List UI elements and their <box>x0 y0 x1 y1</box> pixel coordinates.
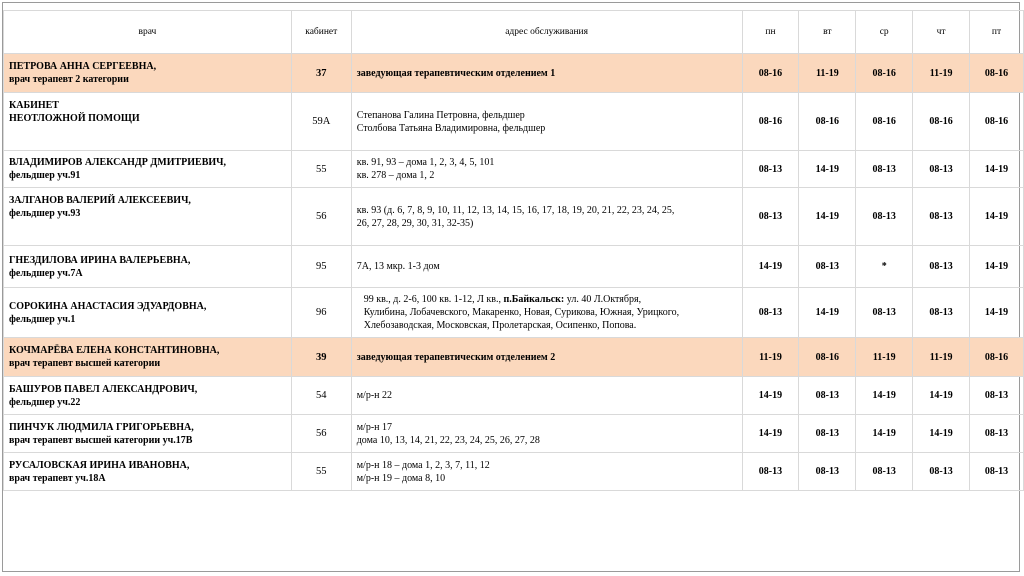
schedule-mon: 08-13 <box>742 288 799 338</box>
schedule-mon: 08-16 <box>742 93 799 151</box>
schedule-fri: 08-13 <box>970 415 1024 453</box>
schedule-wed: * <box>856 246 913 288</box>
address-line: Хлебозаводская, Московская, Пролетарская, Осипенко, Попова. <box>363 320 637 331</box>
address-line: кв. 91, 93 – дома 1, 2, 3, 4, 5, 101 <box>356 157 495 168</box>
schedule-fri: 08-13 <box>970 453 1024 491</box>
doctor-name: СОРОКИНА АНАСТАСИЯ ЭДУАРДОВНА, <box>9 300 207 312</box>
schedule-tue: 08-16 <box>799 338 856 377</box>
address-cell <box>351 54 742 93</box>
schedule-mon: 08-13 <box>742 151 799 188</box>
address-line: м/р-н 17 <box>356 421 393 433</box>
header-cabinet: кабинет <box>291 11 351 54</box>
header-doctor: врач <box>4 11 292 54</box>
cabinet-cell: 59А <box>291 93 351 151</box>
schedule-wed: 14-19 <box>856 377 913 415</box>
header-day-fri: пт <box>970 11 1024 54</box>
doctor-name: БАШУРОВ ПАВЕЛ АЛЕКСАНДРОВИЧ, <box>9 383 198 395</box>
address-line: 7А, 13 мкр. 1-3 дом <box>356 261 440 272</box>
schedule-thu: 08-13 <box>913 453 970 491</box>
doctor-position: врач терапевт уч.18А <box>9 472 106 484</box>
schedule-tue: 14-19 <box>799 188 856 246</box>
schedule-table <box>3 10 1024 491</box>
cabinet-cell: 56 <box>291 188 351 246</box>
schedule-wed: 08-13 <box>856 453 913 491</box>
schedule-thu: 08-13 <box>913 246 970 288</box>
doctor-position: фельдшер уч.1 <box>9 313 76 325</box>
cabinet-cell: 55 <box>291 151 351 188</box>
schedule-thu: 11-19 <box>913 338 970 377</box>
schedule-fri: 14-19 <box>970 151 1024 188</box>
header-address: адрес обслуживания <box>351 11 742 54</box>
schedule-wed: 08-13 <box>856 288 913 338</box>
cabinet-cell: 37 <box>291 54 351 93</box>
address-line: м/р-н 18 – дома 1, 2, 3, 7, 11, 12 <box>356 459 490 471</box>
table-row <box>4 188 1024 246</box>
doctor-cell <box>4 151 292 188</box>
address-cell <box>351 377 742 415</box>
address-cell <box>351 188 742 246</box>
schedule-wed: 08-16 <box>856 93 913 151</box>
schedule-tue: 08-13 <box>799 415 856 453</box>
table-row <box>4 377 1024 415</box>
schedule-mon: 08-13 <box>742 188 799 246</box>
address-cell <box>351 415 742 453</box>
table-row <box>4 151 1024 188</box>
schedule-mon: 11-19 <box>742 338 799 377</box>
schedule-wed: 11-19 <box>856 338 913 377</box>
doctor-name: РУСАЛОВСКАЯ ИРИНА ИВАНОВНА, <box>9 459 190 471</box>
schedule-fri: 14-19 <box>970 188 1024 246</box>
address-text: ул. 40 Л.Октября, <box>564 294 642 305</box>
schedule-fri: 08-16 <box>970 93 1024 151</box>
address-locality: п.Байкальск: <box>503 294 565 305</box>
doctor-cell <box>4 288 292 338</box>
schedule-mon: 14-19 <box>742 246 799 288</box>
schedule-thu: 14-19 <box>913 415 970 453</box>
schedule-thu: 14-19 <box>913 377 970 415</box>
doctor-cell <box>4 415 292 453</box>
header-day-mon: пн <box>742 11 799 54</box>
schedule-mon: 14-19 <box>742 377 799 415</box>
doctor-name: ГНЕЗДИЛОВА ИРИНА ВАЛЕРЬЕВНА, <box>9 254 191 266</box>
schedule-tue: 14-19 <box>799 151 856 188</box>
doctor-name: ВЛАДИМИРОВ АЛЕКСАНДР ДМИТРИЕВИЧ, <box>9 157 227 168</box>
schedule-wed: 14-19 <box>856 415 913 453</box>
address-cell <box>351 151 742 188</box>
schedule-wed: 08-13 <box>856 188 913 246</box>
doctor-cell <box>4 93 292 151</box>
address-cell <box>351 288 742 338</box>
schedule-fri: 08-16 <box>970 338 1024 377</box>
doctor-cell <box>4 453 292 491</box>
address-line: м/р-н 19 – дома 8, 10 <box>356 472 446 484</box>
address-line: Степанова Галина Петровна, фельдшер <box>356 109 525 121</box>
doctor-name: КАБИНЕТ <box>9 100 59 111</box>
table-row <box>4 338 1024 377</box>
schedule-tue: 08-13 <box>799 246 856 288</box>
header-row <box>4 11 1024 54</box>
cabinet-cell: 96 <box>291 288 351 338</box>
header-day-thu: чт <box>913 11 970 54</box>
table-row <box>4 288 1024 338</box>
schedule-thu: 08-13 <box>913 288 970 338</box>
table-row <box>4 415 1024 453</box>
address-line: заведующая терапевтическим отделением 1 <box>356 67 556 79</box>
address-line: Кулибина, Лобачевского, Макаренко, Новая, Сурикова, Южная, Урицкого, <box>363 307 680 318</box>
schedule-tue: 08-16 <box>799 93 856 151</box>
address-line: дома 10, 13, 14, 21, 22, 23, 24, 25, 26, 27, 28 <box>356 434 540 446</box>
doctor-name: ЗАЛГАНОВ ВАЛЕРИЙ АЛЕКСЕЕВИЧ, <box>9 195 191 206</box>
schedule-fri: 14-19 <box>970 288 1024 338</box>
address-cell <box>351 338 742 377</box>
address-line: кв. 93 (д. 6, 7, 8, 9, 10, 11, 12, 13, 14, 15, 16, 17, 18, 19, 20, 21, 22, 23, 24, 25, <box>356 204 675 216</box>
doctor-position: фельдшер уч.93 <box>9 208 81 219</box>
schedule-mon: 08-13 <box>742 453 799 491</box>
schedule-thu: 08-16 <box>913 93 970 151</box>
schedule-tue: 11-19 <box>799 54 856 93</box>
schedule-fri: 08-13 <box>970 377 1024 415</box>
schedule-mon: 08-16 <box>742 54 799 93</box>
doctor-name: КОЧМАРЁВА ЕЛЕНА КОНСТАНТИНОВНА, <box>9 345 220 356</box>
cabinet-cell: 55 <box>291 453 351 491</box>
header-day-wed: ср <box>856 11 913 54</box>
doctor-name: ПИНЧУК ЛЮДМИЛА ГРИГОРЬЕВНА, <box>9 421 194 433</box>
schedule-thu: 08-13 <box>913 151 970 188</box>
schedule-wed: 08-13 <box>856 151 913 188</box>
table-row <box>4 453 1024 491</box>
address-line: заведующая терапевтическим отделением 2 <box>356 351 556 363</box>
schedule-thu: 11-19 <box>913 54 970 93</box>
schedule-mon: 14-19 <box>742 415 799 453</box>
doctor-cell <box>4 188 292 246</box>
address-cell <box>351 93 742 151</box>
address-line <box>364 293 737 306</box>
schedule-wed: 08-16 <box>856 54 913 93</box>
table-row <box>4 93 1024 151</box>
doctor-position: врач терапевт 2 категории <box>9 74 129 85</box>
doctor-position: фельдшер уч.91 <box>9 170 81 181</box>
address-line: м/р-н 22 <box>356 390 393 401</box>
cabinet-cell: 56 <box>291 415 351 453</box>
doctor-cell <box>4 377 292 415</box>
address-text: 99 кв., д. 2-6, 100 кв. 1-12, Л кв., <box>363 294 504 305</box>
schedule-tue: 08-13 <box>799 377 856 415</box>
doctor-cell <box>4 54 292 93</box>
schedule-tue: 08-13 <box>799 453 856 491</box>
address-line: Столбова Татьяна Владимировна, фельдшер <box>356 122 546 134</box>
table-row <box>4 246 1024 288</box>
address-line: 26, 27, 28, 29, 30, 31, 32-35) <box>356 217 474 229</box>
doctor-cell <box>4 246 292 288</box>
address-cell <box>351 246 742 288</box>
schedule-tue: 14-19 <box>799 288 856 338</box>
header-day-tue: вт <box>799 11 856 54</box>
schedule-thu: 08-13 <box>913 188 970 246</box>
schedule-fri: 08-16 <box>970 54 1024 93</box>
address-cell <box>351 453 742 491</box>
address-line: кв. 278 – дома 1, 2 <box>356 170 435 181</box>
doctor-cell <box>4 338 292 377</box>
cabinet-cell: 54 <box>291 377 351 415</box>
doctor-position: фельдшер уч.22 <box>9 396 81 408</box>
doctor-position: фельдшер уч.7А <box>9 267 83 279</box>
schedule-fri: 14-19 <box>970 246 1024 288</box>
cabinet-cell: 95 <box>291 246 351 288</box>
table-row <box>4 54 1024 93</box>
doctor-position: НЕОТЛОЖНОЙ ПОМОЩИ <box>9 113 140 124</box>
doctor-name: ПЕТРОВА АННА СЕРГЕЕВНА, <box>9 61 157 72</box>
cabinet-cell: 39 <box>291 338 351 377</box>
doctor-position: врач терапевт высшей категории <box>9 358 161 369</box>
doctor-position: врач терапевт высшей категории уч.17В <box>9 434 193 446</box>
